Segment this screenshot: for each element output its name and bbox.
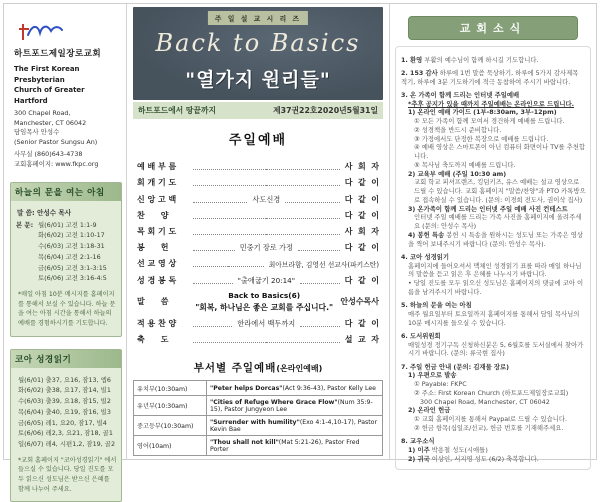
news-line: 1) 이주 박용철 성도(시애틀) <box>408 446 488 454</box>
department-row <box>134 436 383 456</box>
department-name: 영어(10am) <box>134 436 207 456</box>
sermon-series-line: Back to Basics(6) <box>228 290 301 300</box>
news-line: 300 Chapel Road, Manchester, CT 06042 <box>420 398 550 406</box>
news-line: 2. 153 감사 하루에 1번 말씀 묵상하기, 하루에 5가지 감사제목 적기, 하루에 3분 기도하기에 적극 동참하여 주시기 바랍니다. <box>401 69 579 86</box>
dotted-leader <box>266 185 339 186</box>
dotted-leader <box>193 202 247 203</box>
news-line: 인터넷 주일 예배를 드리는 가족 사진을 홈페이지에 올려주세요 (문의: 안성수 목사) <box>414 214 582 230</box>
sermon-title-line: "회복, 하나님은 좋은 교회를 주십니다." <box>195 302 334 312</box>
dotted-leader <box>193 218 266 219</box>
morning-reading-row: 수(6/03) 고전 1:18-31 <box>38 242 105 251</box>
scripture-label: 본 문: <box>16 220 34 229</box>
dotted-leader <box>285 202 339 203</box>
news-line: 매일성경 정기구독 신청하신분은 5, 6월호를 도서실에서 찾아가시기 바랍니다. (문의: 류국현 집사) <box>408 341 584 358</box>
issue-number-date: 제37권22호2020년5월31일 <box>273 106 378 115</box>
church-news-body <box>395 46 591 470</box>
news-line: 8. 교우소식 <box>401 438 435 445</box>
church-name-korean: 하트포드제일장로교회 <box>14 49 102 59</box>
koa-reading-row: 월(6/01) 출37, 요16, 잠13, 엡6 <box>18 375 111 384</box>
koa-reading-row: 목(6/04) 출40, 요19, 잠16, 빌3 <box>18 407 111 416</box>
morning-reading-row: 목(6/04) 고전 2:1-16 <box>38 252 101 261</box>
department-worship-table <box>133 380 383 456</box>
morning-reading-row: 금(6/05) 고전 3:1-3:15 <box>38 263 107 272</box>
news-line: 6. 도서위원회 <box>401 332 441 340</box>
church-logo-icon <box>16 22 66 42</box>
department-row <box>134 416 383 436</box>
morning-devotion-box <box>10 182 122 337</box>
church-masthead <box>14 22 120 170</box>
department-sermon: "Surrender with humility"(Exo 4:1-4,10-17), Pastor Kevin Bae <box>207 416 383 436</box>
worship-row: 회 개 기 도 다 같 이 <box>137 178 380 188</box>
news-line: ① Payable: FKPC <box>414 381 467 388</box>
news-line: ② 성경책을 반드시 준비합니다. <box>414 126 502 134</box>
center-column <box>126 4 390 459</box>
sermon-label: 말 씀 <box>137 297 169 307</box>
news-line: 2) 온라인 헌금 <box>408 407 451 415</box>
church-contact <box>14 150 120 169</box>
worship-row: 축 도 설 교 자 <box>137 335 380 345</box>
dotted-leader <box>300 326 339 327</box>
dotted-leader <box>266 218 339 219</box>
news-line: 3. 온 가족이 함께 드리는 인터넷 주일예배 <box>401 91 520 99</box>
news-line: 1) 온라인 예배 가이드 (1부-8:30am, 3부-12pm) <box>408 109 557 117</box>
series-title-english: Back to Basics <box>155 29 361 57</box>
series-title-korean: "열가지 원리들" <box>185 69 331 91</box>
worship-row: 예 배 부 름 사 회 자 <box>137 162 380 172</box>
dotted-leader <box>266 234 339 235</box>
news-line: 4. 코아 성경읽기 <box>401 253 450 261</box>
dotted-leader <box>228 266 263 267</box>
dotted-leader <box>193 326 232 327</box>
worship-row: 목 회 기 도 사 회 자 <box>137 226 380 236</box>
news-line: ② 헌금 항목(십일조/선교), 헌금 번호를 기재해주세요. <box>414 424 564 432</box>
department-name: 유치부(10:30am) <box>134 381 207 396</box>
dotted-leader <box>193 342 266 343</box>
dotted-leader <box>193 185 266 186</box>
news-line: 4) 봉헌 특송 봉헌 시 특송을 원하시는 성도님 또는 가족은 영상을 찍어 보내주시기 바랍니다 (문의: 안성수 목사). <box>408 231 583 248</box>
koa-title: 코아 성경읽기 <box>11 350 121 368</box>
dotted-leader <box>266 169 339 170</box>
news-line: 홈페이지에 들어오셔서 맥체인 성경읽기 표를 따라 매일 하나님의 말씀을 듣고 읽은 후 은혜를 나누시기 바랍니다. <box>408 262 582 279</box>
worship-title: 주일예배 <box>228 133 288 148</box>
department-sermon: "Cities of Refuge Where Grace Flow"(Num 35:9-15), Pastor Jungyeon Lee <box>207 396 383 416</box>
koa-reading-row: 일(6/07) 레4, 시편1,2, 잠19, 골2 <box>18 440 116 449</box>
dotted-leader <box>298 250 340 251</box>
morning-reading-row: 화(6/02) 고전 1:10-17 <box>38 231 105 240</box>
dotted-leader <box>266 342 339 343</box>
right-column <box>390 4 596 463</box>
department-worship-title: 부서별 주일예배(온라인예배) <box>193 362 323 375</box>
news-line: 7. 주일 헌금 안내 (문의: 김재물 장로) <box>401 363 510 371</box>
department-name: 유년부(10:30am) <box>134 396 207 416</box>
department-row <box>134 396 383 416</box>
church-motto: 하트포드에서 땅끝까지 <box>138 106 217 115</box>
dotted-leader <box>193 266 228 267</box>
sermon-row <box>137 291 379 313</box>
news-line: • 당일 진도를 모두 읽으신 성도님은 홈페이지의 댓글에 코아 이름을 남겨주시기 바랍니다. <box>408 280 584 296</box>
news-line: 2) 교육부 예배 (주일 10:30 am) <box>408 170 507 178</box>
sermon-series-banner <box>133 7 383 100</box>
department-row <box>134 381 383 396</box>
homepage-url: 교회홈페이지: www.fkpc.org <box>14 160 99 169</box>
church-name-english: The First Korean Presbyterian Church of Greater Hartford <box>14 65 85 105</box>
koa-note: *교회 홈페이지 "코아성경읽기" 에서 들으실 수 있습니다. 당일 진도를 모두 읽으신 성도님은 받으신 은혜를 함께 나누어 주세요. <box>18 456 117 493</box>
worship-row: 찬 양 다 같 이 <box>137 210 380 220</box>
morning-speaker: 말 씀: 안성수 목사 <box>17 208 72 217</box>
koa-reading-row: 화(6/02) 출38, 요17, 잠14, 빌1 <box>18 386 111 395</box>
dotted-leader <box>193 250 235 251</box>
worship-row: 적 용 찬 양 한라에서 백두까지 다 같 이 <box>137 318 380 328</box>
morning-reading-list <box>38 220 107 285</box>
news-line: 5. 하늘의 문을 여는 아침 <box>401 302 472 309</box>
left-column <box>4 4 126 493</box>
koa-reading-list <box>18 375 118 450</box>
morning-reading-row: 토(6/06) 고전 3:16-4:5 <box>38 274 107 283</box>
news-line: ⑤ 목사님 축도까지 예배를 드립니다. <box>414 161 516 169</box>
series-label: 주 일 설 교 시 리 즈 <box>208 11 308 25</box>
department-sermon: "Thou shall not kill"(Mat 5:21-26), Pastor Fred Porter <box>207 436 383 456</box>
news-line: ① 모든 가족이 함께 모여서 경건하게 예배를 드립니다. <box>414 118 565 125</box>
dotted-leader <box>193 169 266 170</box>
worship-row: 선 교 영 상 최아브라함, 김영선 선교사(파키스탄) <box>137 259 379 270</box>
koa-reading-row: 토(6/06) 레2,3, 요21, 잠18, 골1 <box>18 429 113 438</box>
news-line: ④ 예배 영상은 스마트폰이 아닌 컴퓨터 화면이나 TV를 추천합니다. <box>414 144 585 160</box>
office-phone: 사무실 (860)643-4738 <box>14 150 83 159</box>
news-line: 3) 온가족이 함께 드리는 인터넷 주일 예배 사진 컨테스트 <box>408 205 568 213</box>
news-line: 교회 학교 피셔프렌즈, 킹덤키즈, 유스 예배는 설교 영상으로 드릴 수 있습니다. 교회 홈페이지 "말씀/찬양"과 PTO 카톡방으로 접속하실 수 있습니다. (문의: 이경희 전도사, 권이삭 집사) <box>414 179 586 204</box>
news-line: 1. 환영 부활의 예수님이 함께 하시길 기도합니다. <box>401 56 539 64</box>
bulletin-page <box>3 3 597 493</box>
news-line: 2) 귀국 이상인, 서지영 성도 (6/2) 축복합니다. <box>408 455 539 463</box>
news-line: ③ 가정에서도 단정한 복장으로 예배를 드립니다. <box>414 135 549 143</box>
morning-devotion-title: 하늘의 문을 여는 아침 <box>11 183 121 201</box>
news-line: ② 주소: First Korean Church (하트포드제일장로교회) <box>414 389 569 397</box>
worship-row: 성 경 봉 독 "출애굽기 20:14" 다 같 이 <box>137 275 379 285</box>
department-name: 중고등부(10:30am) <box>134 416 207 436</box>
dotted-leader <box>300 283 340 284</box>
dotted-leader <box>193 283 233 284</box>
morning-note: *매일 아침 10분 메시지를 홈페이지를 통해서 보실 수 있습니다. 하늘 문을 여는 아침 시간을 통해서 하늘의 예배를 경험하시기를 기도합니다. <box>18 291 116 327</box>
news-line: 1) 우편으로 발송 <box>408 372 457 380</box>
worship-rows-before <box>137 161 379 285</box>
dotted-leader <box>193 234 266 235</box>
sermon-preacher: 안성수목사 <box>340 297 379 307</box>
worship-order <box>133 156 383 350</box>
news-line: *추후 공지가 있을 때까지 주일예배는 온라인으로 드립니다. <box>408 100 575 108</box>
morning-reading-row: 월(6/01) 고전 1:1-9 <box>38 220 97 229</box>
church-news-title: 교회소식 <box>408 16 578 40</box>
worship-rows-after <box>137 318 379 345</box>
news-line: 매주 월요일부터 토요일까지 홈페이지를 통해서 담임 목사님의 10분 메시지를 들으실 수 있습니다. <box>408 310 580 327</box>
church-address: 300 Chapel Road, Manchester, CT 06042 담임목사 안성수 (Senior Pastor Sungsu An) <box>14 109 98 146</box>
worship-row: 봉 헌 민중기 장로 가정 다 같 이 <box>137 243 380 253</box>
koa-bible-reading-box <box>10 349 122 502</box>
koa-reading-row: 수(6/03) 출39, 요18, 잠15, 빌2 <box>18 397 111 406</box>
department-sermon: "Peter helps Dorcas"(Act 9:36-43), Pastor Kelly Lee <box>207 381 383 396</box>
koa-reading-row: 금(6/05) 레1, 요20, 잠17, 빌4 <box>18 418 107 427</box>
issue-strip <box>133 102 383 119</box>
news-line: ① 교회 홈페이지를 통해서 Paypal로 드릴 수 있습니다. <box>414 416 567 423</box>
online-worship-suffix: (온라인예배) <box>276 364 323 374</box>
worship-row: 신 앙 고 백 사도신경 다 같 이 <box>137 194 380 204</box>
